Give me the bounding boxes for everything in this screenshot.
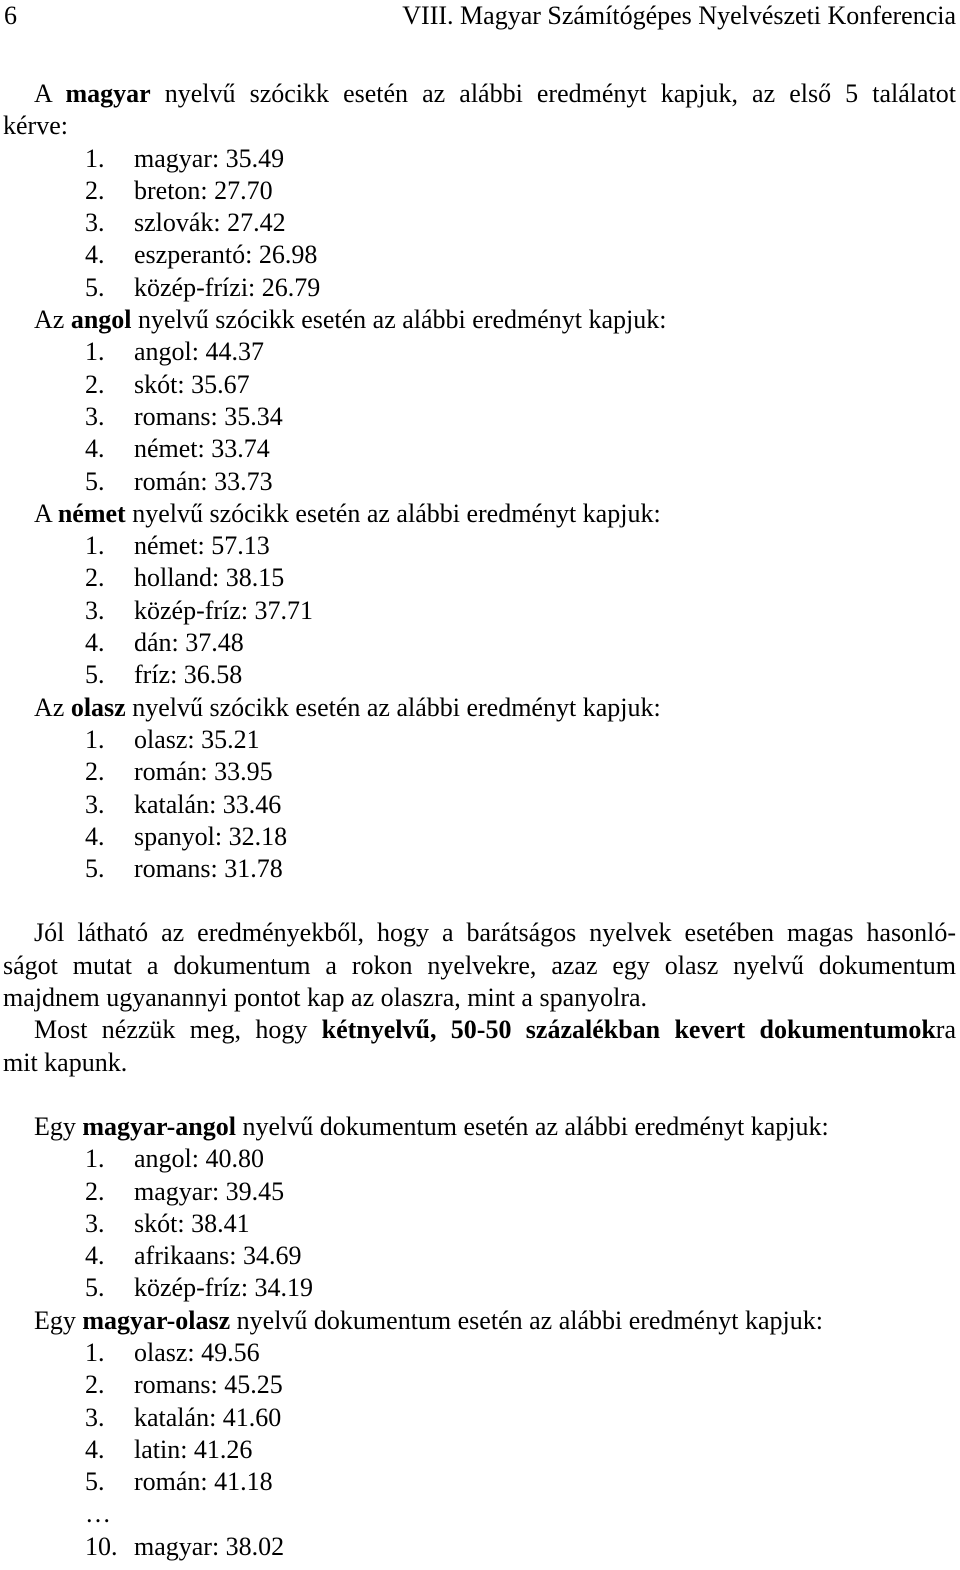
ellipsis: … — [85, 1499, 111, 1529]
block3-language: német — [57, 498, 126, 528]
paragraph1-line1: Jól látható az eredményekből, hogy a barátságos nyelvek esetében magas hasonló- — [34, 918, 956, 948]
block5-intro: Egy magyar-angol nyelvű dokumentum esetén az alábbi eredményt kapjuk: — [34, 1111, 829, 1141]
list-item: 5. román: 41.18 — [85, 1467, 273, 1497]
list-item: 2. skót: 35.67 — [85, 369, 250, 399]
list-item: 4. dán: 37.48 — [85, 628, 244, 658]
block3-list — [3, 530, 956, 691]
list-item: 3. közép-fríz: 37.71 — [85, 595, 314, 625]
block5-list — [3, 1143, 956, 1304]
list-item: 2. breton: 27.70 — [85, 175, 273, 205]
list-item: 3. skót: 38.41 — [85, 1208, 250, 1238]
block2-language: angol — [70, 305, 132, 335]
list-item: 2. holland: 38.15 — [85, 563, 285, 593]
block1-intro: A magyar nyelvű szócikk esetén az alábbi eredményt kapjuk, az első 5 találatot — [34, 79, 957, 108]
paragraph2-line1: Most nézzük meg, hogy kétnyelvű, 50-50 százalékban kevert dokumentumokra — [34, 1015, 956, 1045]
list-item: 2. romans: 45.25 — [85, 1370, 283, 1400]
block1-intro-line2: kérve: — [3, 111, 68, 141]
list-item: 1. olasz: 49.56 — [85, 1337, 260, 1367]
paragraph2-line2: mit kapunk. — [3, 1047, 128, 1077]
list-item: 4. német: 33.74 — [85, 434, 270, 464]
paragraph1-line2: ságot mutat a dokumentum a rokon nyelvekre, azaz egy olasz nyelvű dokumentum — [3, 950, 956, 980]
list-item: 3. katalán: 41.60 — [85, 1402, 282, 1432]
list-item: 5. romans: 31.78 — [85, 854, 283, 884]
spacer — [3, 885, 956, 917]
list-item: 4. eszperantó: 26.98 — [85, 240, 318, 270]
list-item: 5. közép-frízi: 26.79 — [85, 272, 321, 302]
block2-list — [3, 336, 956, 497]
list-item: 5. közép-fríz: 34.19 — [85, 1273, 314, 1303]
list-item: 1. német: 57.13 — [85, 531, 270, 561]
list-item: 1. angol: 40.80 — [85, 1144, 264, 1174]
list-item: 4. latin: 41.26 — [85, 1434, 253, 1464]
page-header — [0, 0, 960, 32]
list-item: 3. romans: 35.34 — [85, 401, 283, 431]
block2-intro: Az angol nyelvű szócikk esetén az alábbi eredményt kapjuk: — [34, 305, 667, 335]
list-item: 5. fríz: 36.58 — [85, 660, 243, 690]
list-item: 4. afrikaans: 34.69 — [85, 1241, 302, 1271]
block6-intro: Egy magyar-olasz nyelvű dokumentum esetén az alábbi eredményt kapjuk: — [34, 1305, 823, 1335]
page-number: 6 — [4, 1, 17, 30]
list-item: 2. magyar: 39.45 — [85, 1176, 285, 1206]
block4-list — [3, 724, 956, 885]
paragraph1-line3: majdnem ugyanannyi pontot kap az olaszra, mint a spanyolra. — [3, 983, 648, 1013]
block4-intro: Az olasz nyelvű szócikk esetén az alábbi eredményt kapjuk: — [34, 692, 661, 722]
list-item: 5. román: 33.73 — [85, 466, 273, 496]
block1-list — [3, 143, 956, 304]
running-title: VIII. Magyar Számítógépes Nyelvészeti Konferencia — [402, 1, 956, 30]
block5-language: magyar-angol — [82, 1111, 236, 1141]
list-item: 3. katalán: 33.46 — [85, 789, 282, 819]
page-body — [3, 78, 956, 1563]
list-item: 4. spanyol: 32.18 — [85, 821, 288, 851]
list-item: 2. román: 33.95 — [85, 757, 273, 787]
block3-intro: A német nyelvű szócikk esetén az alábbi eredményt kapjuk: — [34, 498, 661, 528]
list-item: 1. olasz: 35.21 — [85, 724, 260, 754]
list-item: 10. magyar: 38.02 — [85, 1531, 285, 1561]
block6-list — [3, 1337, 956, 1563]
list-item: 1. angol: 44.37 — [85, 337, 264, 367]
list-item: 1. magyar: 35.49 — [85, 143, 285, 173]
list-item: 3. szlovák: 27.42 — [85, 208, 286, 238]
block1-language: magyar — [65, 79, 151, 108]
paragraph2-bold: kétnyelvű, 50-50 százalékban kevert dokumentumok — [321, 1015, 936, 1045]
block4-language: olasz — [70, 692, 126, 722]
spacer — [3, 1079, 956, 1111]
block6-language: magyar-olasz — [82, 1305, 231, 1335]
